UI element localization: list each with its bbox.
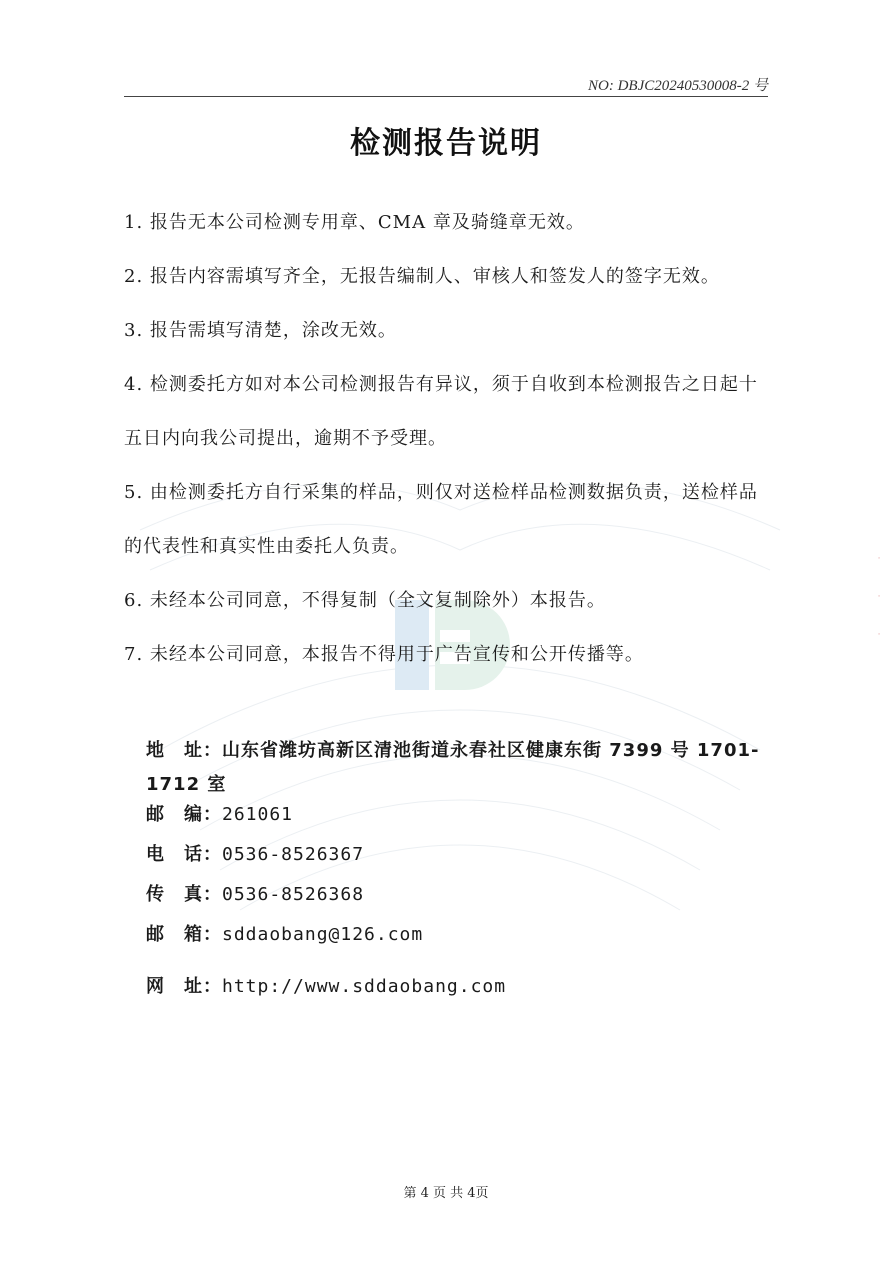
- contact-info: [146, 734, 774, 1014]
- rule-item: 2. 报告内容需填写齐全，无报告编制人、审核人和签发人的签字无效。: [124, 266, 720, 287]
- fax-row: [146, 882, 774, 922]
- website-row: [146, 974, 774, 1014]
- phone-value: 0536-8526367: [222, 844, 365, 865]
- fax-value: 0536-8526368: [222, 884, 365, 905]
- postcode-label: 邮 编：: [146, 804, 222, 825]
- address-label: 地 址：: [146, 740, 222, 761]
- postcode-value: 261061: [222, 804, 294, 825]
- phone-row: [146, 842, 774, 882]
- rule-item: 4. 检测委托方如对本公司检测报告有异议，须于自收到本检测报告之日起十五日内向我公司提出，逾期不予受理。: [124, 374, 758, 449]
- seal-fragment: ·: [877, 630, 881, 640]
- email-label: 邮 箱：: [146, 924, 222, 945]
- seam-seal-marks: [872, 540, 886, 654]
- header-divider: [124, 96, 768, 97]
- rule-item: 6. 未经本公司同意，不得复制（全文复制除外）本报告。: [124, 590, 606, 611]
- rule-item: 3. 报告需填写清楚，涂改无效。: [124, 320, 397, 341]
- email-row: [146, 922, 774, 962]
- fax-label: 传 真：: [146, 884, 222, 905]
- seal-fragment: ·: [877, 592, 881, 602]
- website-label: 网 址：: [146, 976, 222, 997]
- rule-item: 1. 报告无本公司检测专用章、CMA 章及骑缝章无效。: [124, 212, 585, 233]
- address-row: [146, 734, 774, 802]
- email-value[interactable]: sddaobang@126.com: [222, 924, 424, 945]
- page-footer: 第 4 页 共 4页: [403, 1186, 489, 1201]
- page-title: 检测报告说明: [350, 126, 542, 161]
- report-number: NO: DBJC20240530008-2 号: [588, 78, 768, 94]
- phone-label: 电 话：: [146, 844, 222, 865]
- website-link[interactable]: http://www.sddaobang.com: [222, 976, 507, 997]
- rule-item: 7. 未经本公司同意，本报告不得用于广告宣传和公开传播等。: [124, 644, 644, 665]
- postcode-row: [146, 802, 774, 842]
- seal-fragment: ·: [877, 554, 881, 564]
- rule-item: 5. 由检测委托方自行采集的样品，则仅对送检样品检测数据负责，送检样品的代表性和真实性由委托人负责。: [124, 482, 758, 557]
- rules-list: [124, 196, 774, 682]
- address-value: 山东省潍坊高新区清池街道永春社区健康东街 7399 号 1701-1712 室: [146, 740, 760, 795]
